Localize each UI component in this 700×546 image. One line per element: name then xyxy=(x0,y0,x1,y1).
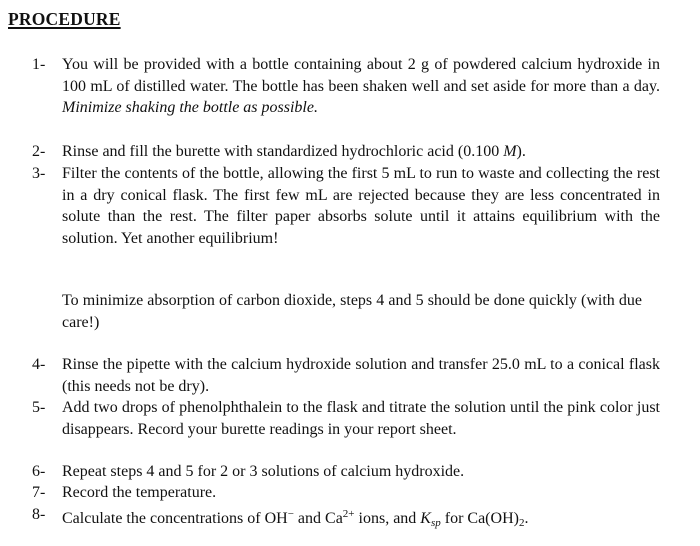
page-title: PROCEDURE xyxy=(8,9,121,29)
step-number: 3- xyxy=(32,165,46,182)
step-5 xyxy=(32,397,672,440)
step-text: Repeat steps 4 and 5 for 2 or 3 solutions of calcium hydroxide. xyxy=(62,463,465,480)
step-number: 5- xyxy=(32,399,46,416)
step-text: Add two drops of phenolphthalein to the flask and titrate the solution until the pink color just disappears. Record your burette readings in your report sheet. xyxy=(62,399,660,438)
step-emphasis: Minimize shaking the bottle as possible. xyxy=(62,99,318,117)
step-1 xyxy=(32,54,672,119)
step-number: 7- xyxy=(32,484,46,501)
step-8 xyxy=(32,504,672,535)
step-number: 8- xyxy=(32,506,46,523)
step-number: 6- xyxy=(32,463,46,480)
step-text: Filter the contents of the bottle, allowing the first 5 mL to run to waste and collecting the rest in a dry conical flask. The first few mL are rejected because they are less concentrated in solute than the rest. The filter paper absorbs solute until it attains equilibrium with the solution. Yet another equilibrium! xyxy=(62,165,660,248)
step-3 xyxy=(32,163,672,250)
step-text: Rinse the pipette with the calcium hydroxide solution and transfer 25.0 mL to a conical flask (this needs not be dry). xyxy=(62,356,660,395)
step-number: 2- xyxy=(32,143,46,160)
step-text: Record the temperature. xyxy=(62,484,217,501)
step-text: Rinse and fill the burette with standardized hydrochloric acid (0.100 M). xyxy=(62,143,526,160)
step-number: 4- xyxy=(32,356,46,373)
step-4 xyxy=(32,354,672,397)
step-7 xyxy=(32,482,672,504)
step-number: 1- xyxy=(32,56,46,73)
note-paragraph: To minimize absorption of carbon dioxide, steps 4 and 5 should be done quickly (with due care!) xyxy=(62,292,642,331)
step-text: Calculate the concentrations of OH− and $Ca^{2+}$ ions, and $K_{sp}$ for $Ca(OH)_2$. xyxy=(62,508,529,529)
step-6 xyxy=(32,461,672,483)
step-2 xyxy=(32,141,672,163)
step-text: You will be provided with a bottle containing about 2 g of powdered calcium hydroxide in 100 mL of distilled water. The bottle has been shaken well and set aside for more than a day. Minimize shaking the bottle as possible. xyxy=(62,56,660,117)
